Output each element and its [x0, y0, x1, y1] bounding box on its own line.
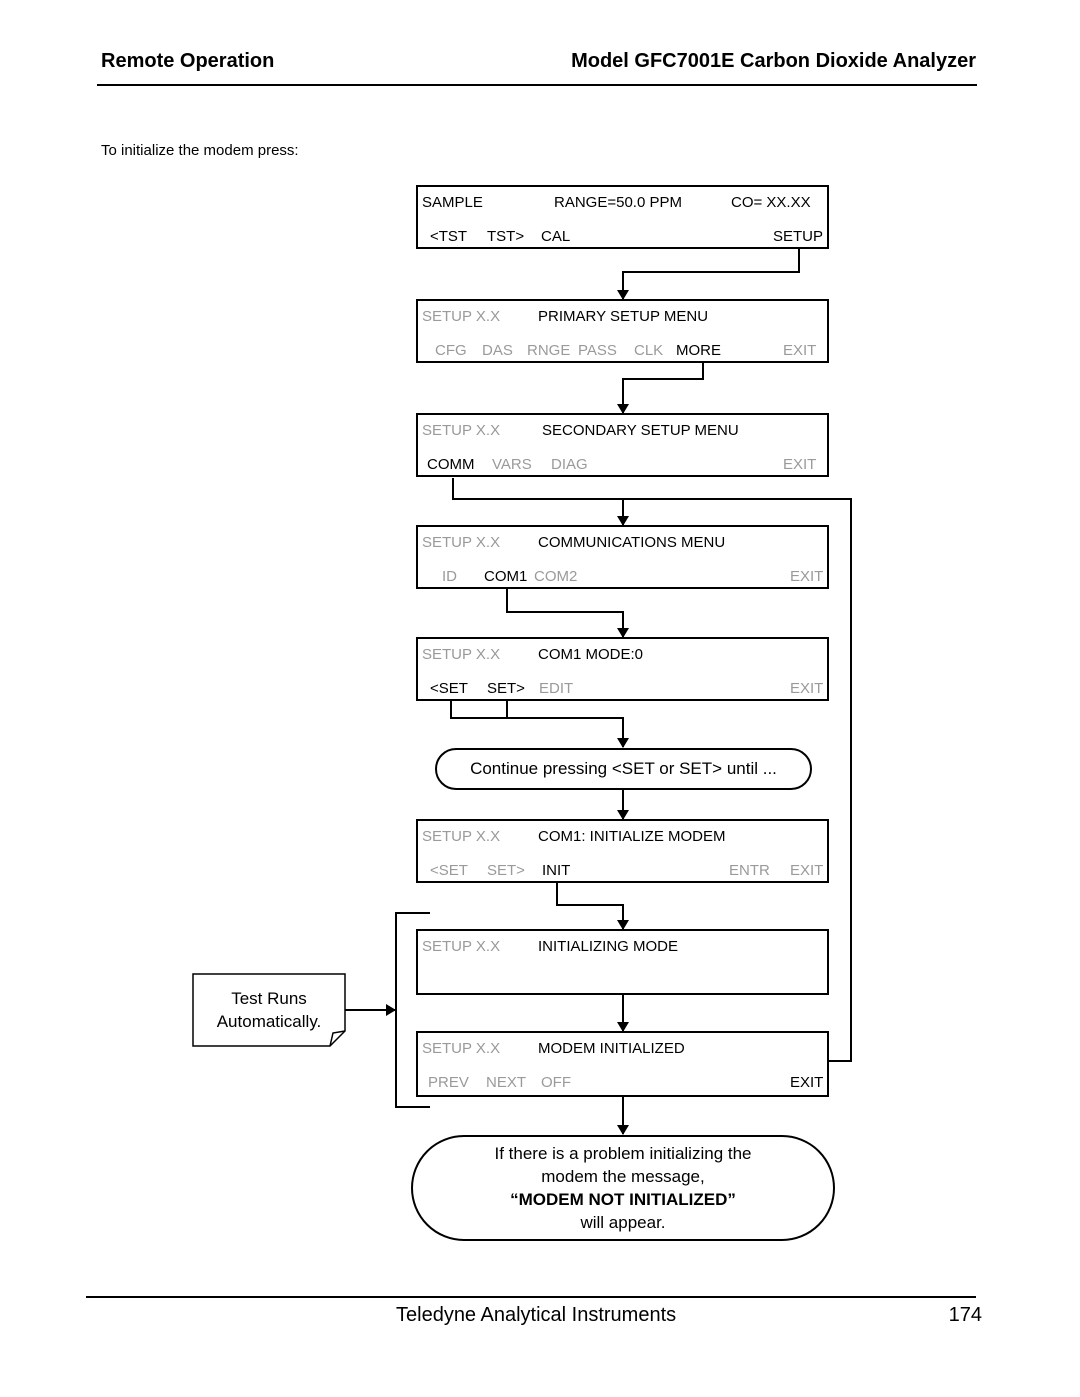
screen-range: RANGE=50.0 PPM [554, 194, 682, 211]
key-vars[interactable]: VARS [492, 456, 532, 473]
screen-concentration: CO= XX.XX [731, 194, 811, 211]
continue-key-set-next: SET> [679, 759, 723, 778]
screen-primary-setup [416, 299, 829, 363]
problem-line-4: will appear. [580, 1213, 666, 1232]
key-set-next[interactable]: SET> [487, 680, 525, 697]
screen-menu-title: SECONDARY SETUP MENU [542, 422, 739, 439]
continue-text-mid: or [654, 759, 680, 778]
key-entr[interactable]: ENTR [729, 862, 770, 879]
screen-menu-title: COM1: INITIALIZE MODEM [538, 828, 726, 845]
continue-text-post: until ... [722, 759, 777, 778]
key-tst-prev[interactable]: <TST [430, 228, 468, 245]
screen-menu-title: MODEM INITIALIZED [538, 1040, 685, 1057]
intro-text: To initialize the modem press: [101, 142, 299, 159]
key-next[interactable]: NEXT [486, 1074, 527, 1091]
key-rnge[interactable]: RNGE [527, 342, 571, 359]
continue-oval [435, 748, 812, 790]
screen-initialize-modem [416, 819, 829, 883]
key-set-next[interactable]: SET> [487, 862, 525, 879]
connector-set [451, 696, 623, 747]
footer-company: Teledyne Analytical Instruments [396, 1304, 677, 1326]
key-exit[interactable]: EXIT [783, 342, 817, 359]
key-off[interactable]: OFF [541, 1074, 571, 1091]
key-clk[interactable]: CLK [634, 342, 664, 359]
header-section-title: Remote Operation [101, 50, 275, 72]
key-id[interactable]: ID [442, 568, 457, 585]
screen-com1-mode [416, 637, 829, 701]
key-set-prev[interactable]: <SET [430, 862, 468, 879]
screen-mode-label: SETUP X.X [422, 422, 501, 439]
key-setup[interactable]: SETUP [773, 228, 824, 245]
key-exit[interactable]: EXIT [790, 568, 824, 585]
key-pass[interactable]: PASS [578, 342, 617, 359]
key-tst-next[interactable]: TST> [487, 228, 525, 245]
problem-line-1: If there is a problem initializing the [494, 1144, 752, 1163]
connector-init [557, 877, 623, 929]
key-com2[interactable]: COM2 [534, 568, 578, 585]
key-exit[interactable]: EXIT [783, 456, 817, 473]
page-number: 174 [948, 1304, 982, 1326]
screen-mode-label: SETUP X.X [422, 534, 501, 551]
screen-menu-title: INITIALIZING MODE [538, 938, 679, 955]
screen-modem-initialized [416, 1031, 829, 1097]
key-cfg[interactable]: CFG [435, 342, 467, 359]
note-line-2: Automatically. [216, 1012, 322, 1031]
screen-sample [416, 185, 829, 249]
key-exit[interactable]: EXIT [790, 862, 824, 879]
key-set-prev[interactable]: <SET [430, 680, 468, 697]
key-cal[interactable]: CAL [541, 228, 571, 245]
problem-oval [411, 1135, 835, 1241]
test-runs-note [193, 974, 345, 1046]
key-exit[interactable]: EXIT [790, 680, 824, 697]
problem-line-2: modem the message, [541, 1167, 705, 1186]
problem-message: “MODEM NOT INITIALIZED” [510, 1190, 736, 1209]
note-line-1: Test Runs [231, 989, 307, 1008]
footer-rule [86, 1296, 976, 1298]
screen-mode-label: SETUP X.X [422, 938, 501, 955]
connector-setup [623, 249, 799, 299]
screen-communications [416, 525, 829, 589]
screen-secondary-setup [416, 413, 829, 477]
key-prev[interactable]: PREV [428, 1074, 469, 1091]
connector-com1 [507, 583, 623, 637]
key-edit[interactable]: EDIT [539, 680, 574, 697]
key-com1[interactable]: COM1 [484, 568, 528, 585]
screen-initializing-mode [416, 929, 829, 995]
screen-menu-title: COMMUNICATIONS MENU [538, 534, 726, 551]
key-comm[interactable]: COMM [427, 456, 475, 473]
screen-mode-label: SETUP X.X [422, 1040, 501, 1057]
header-document-title: Model GFC7001E Carbon Dioxide Analyzer [571, 50, 976, 72]
screen-mode-label: SAMPLE [422, 194, 483, 211]
key-exit[interactable]: EXIT [790, 1074, 824, 1091]
key-diag[interactable]: DIAG [551, 456, 588, 473]
screen-mode-label: SETUP X.X [422, 646, 501, 663]
continue-text-pre: Continue pressing [470, 759, 612, 778]
screen-menu-title: PRIMARY SETUP MENU [538, 308, 709, 325]
key-das[interactable]: DAS [482, 342, 513, 359]
screen-menu-title: COM1 MODE:0 [538, 646, 644, 663]
note-text [193, 987, 345, 1033]
key-more[interactable]: MORE [676, 342, 721, 359]
screen-mode-label: SETUP X.X [422, 828, 501, 845]
continue-key-set-prev: <SET [611, 759, 655, 778]
screen-mode-label: SETUP X.X [422, 308, 501, 325]
connector-more [623, 357, 703, 413]
key-init[interactable]: INIT [542, 862, 571, 879]
